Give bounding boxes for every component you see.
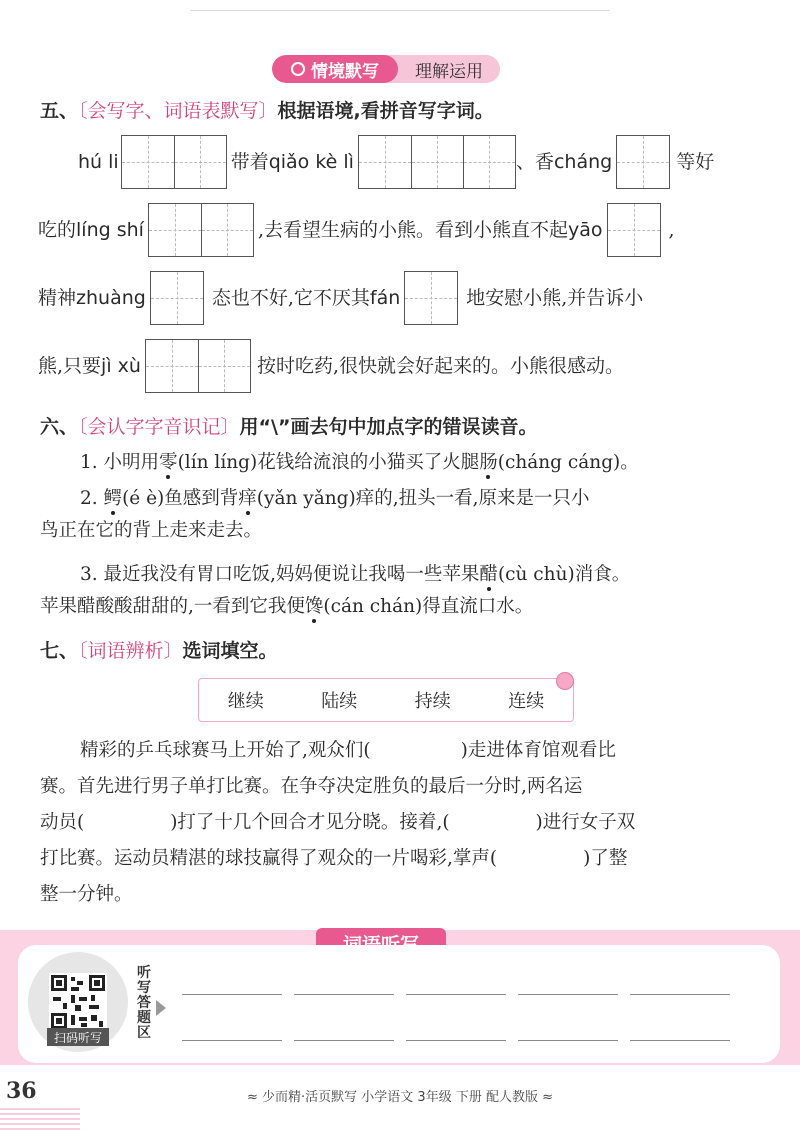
section-instruction: 用“\”画去句中加点字的错误读音。 [239,416,538,438]
dictation-line[interactable] [518,994,618,995]
text: 熊,只要 [38,355,102,377]
section-6-title [40,414,537,440]
text: 按时吃药,很快就会好起来的。小熊很感动。 [256,355,624,377]
dotted-char: 醋 [479,564,498,585]
answer-area-label: 听写答题区 [137,965,151,1041]
alarm-clock-icon [291,62,305,76]
writing-boxes[interactable] [148,203,254,257]
section-instruction: 选词填空。 [182,640,278,662]
dotted-char: 肠 [479,452,498,473]
sec6-q3-line2 [40,594,533,620]
text: )走进体育馆观看比 [460,740,616,761]
sec5-row-2 [38,202,675,258]
sec7-line-4 [40,846,627,872]
top-rule [190,10,610,11]
text: 动员( [40,812,85,833]
qr-icon [49,973,107,1031]
section-number: 七、 [40,640,79,662]
dotted-char: 零 [159,452,178,473]
text: (yǎn yǎng)痒的,扭头一看,原来是一只小 [256,488,590,509]
text: 、香 [515,151,554,173]
word-option: 持续 [414,691,451,712]
footer-text: ≈ 少而精·活页默写 小学语文 3年级 下册 配人教版 ≈ [247,1090,553,1105]
section-tag: 〔词语辨析〕 [78,640,183,662]
word-option: 继续 [227,691,264,712]
arrow-right-icon [156,1000,166,1016]
pinyin: hú li [78,151,119,173]
text: (cù chù)消食。 [497,564,631,585]
section-5-title [40,98,494,124]
section-tag: 〔会写字、词语表默写〕 [78,100,278,122]
sec7-line-5: 整一分钟。 [40,884,133,905]
section-number: 六、 [40,416,79,438]
text: 苹果醋酸酸甜甜的,一看到它我便 [40,596,305,617]
text: (lín líng)花钱给流浪的小猫买了火腿 [177,452,480,473]
dictation-line[interactable] [630,994,730,995]
lollipop-icon [556,672,574,690]
dictation-line[interactable] [518,1040,618,1041]
dictation-line[interactable] [406,994,506,995]
sec6-q2-line2: 鸟正在它的背上走来走去。 [40,520,263,541]
section-number: 五、 [40,100,79,122]
dictation-line[interactable] [182,1040,282,1041]
pinyin: líng shí [76,219,144,241]
section-header-badge [272,55,500,83]
text: )进行女子双 [535,812,636,833]
writing-boxes[interactable] [121,135,227,189]
dictation-line[interactable] [182,994,282,995]
pinyin: zhuàng [76,287,146,309]
section-tag: 〔会认字字音识记〕 [78,416,240,438]
text: 等好 [676,151,715,173]
sec6-q3 [80,562,630,588]
section-7-title [40,638,278,664]
dictation-card [18,945,780,1063]
text: 精神 [38,287,77,309]
dotted-char: 痒 [238,488,257,509]
badge-main [272,55,398,83]
text: 地安慰小熊,并告诉小 [466,287,644,309]
word-option: 陆续 [321,691,358,712]
text: (é è)鱼感到背 [122,488,239,509]
sec6-q2 [80,486,590,512]
text: 精彩的乒乓球赛马上开始了,观众们( [80,740,371,761]
writing-boxes[interactable] [358,135,516,189]
dictation-line[interactable] [406,1040,506,1041]
dictation-line[interactable] [294,1040,394,1041]
text: (cháng cáng)。 [497,452,639,473]
text: (cán chán)得直流口水。 [323,596,534,617]
pinyin: jì xù [101,355,141,377]
text: 态也不好,它不厌其 [211,287,370,309]
text: ,去看望生病的小熊。看到小熊直不起 [257,219,568,241]
word-bank [198,678,574,722]
sec7-line-3 [40,810,635,836]
pinyin: cháng [553,151,613,173]
sec5-row-1 [78,134,714,190]
text: 1. 小明用 [80,452,160,473]
text: 吃的 [38,219,77,241]
dictation-line[interactable] [294,994,394,995]
text: 2. [80,488,104,509]
sec7-line-2: 赛。首先进行男子单打比赛。在争夺决定胜负的最后一分时,两名运 [40,776,583,797]
sec5-row-3 [38,270,643,326]
pinyin: yāo [567,219,603,241]
word-option: 连续 [508,691,545,712]
footer-wave [0,1108,80,1130]
writing-boxes[interactable] [145,339,251,393]
pinyin: fán [369,287,401,309]
dotted-char: 馋 [304,596,324,617]
section-instruction: 根据语境,看拼音写字词。 [277,100,494,122]
qr-label: 扫码听写 [47,1028,109,1046]
text: 打比赛。运动员精湛的球技赢得了观众的一片喝彩,掌声( [40,848,498,869]
text: 3. 最近我没有胃口吃饭,妈妈便说让我喝一些苹果 [80,564,480,585]
writing-boxes[interactable] [150,271,204,325]
sec5-row-4 [38,338,624,394]
pinyin: qiǎo kè lì [268,151,354,173]
dictation-line[interactable] [630,1040,730,1041]
dotted-char: 鳄 [103,488,123,509]
sec6-q1 [80,450,639,476]
writing-boxes[interactable] [616,135,670,189]
text: )打了十几个回合才见分晓。接着,( [170,812,450,833]
writing-boxes[interactable] [607,203,661,257]
writing-boxes[interactable] [404,271,458,325]
badge-label: 情境默写 [311,61,379,82]
text: )了整 [583,848,628,869]
text: , [668,219,675,241]
page-number: 36 [6,1078,37,1104]
text: 带着 [230,151,269,173]
badge-sub: 理解运用 [415,61,483,82]
sec7-line-1 [80,738,616,764]
